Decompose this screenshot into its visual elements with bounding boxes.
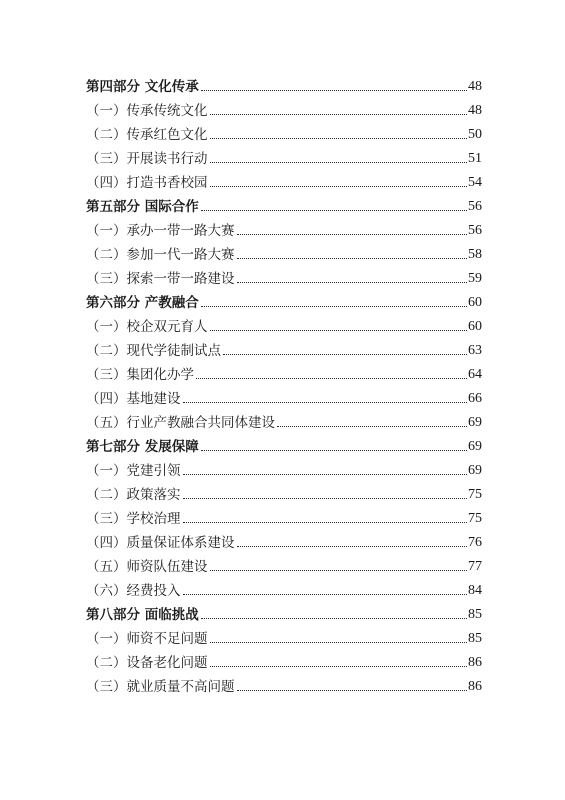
toc-page-number: 48 (468, 103, 482, 118)
toc-entry-label: （一）师资不足问题 (86, 631, 208, 647)
toc-leader-dots (210, 138, 468, 139)
toc-page-number: 85 (468, 631, 482, 646)
toc-entry-label: （五）师资队伍建设 (86, 559, 208, 575)
toc-entry[interactable] (86, 623, 482, 647)
toc-entry[interactable] (86, 239, 482, 263)
toc-entry-label: （一）校企双元育人 (86, 319, 208, 335)
toc-leader-dots (210, 666, 468, 667)
toc-entry-label: （二）设备老化问题 (86, 655, 208, 671)
toc-page-number: 50 (468, 127, 482, 142)
toc-leader-dots (196, 378, 467, 379)
toc-part-heading[interactable] (86, 599, 482, 623)
toc-entry[interactable] (86, 671, 482, 695)
toc-leader-dots (210, 642, 468, 643)
toc-leader-dots (210, 114, 468, 115)
toc-leader-dots (183, 498, 468, 499)
toc-leader-dots (210, 162, 468, 163)
toc-entry-label: （二）参加一代一路大赛 (86, 247, 235, 263)
toc-entry[interactable] (86, 359, 482, 383)
toc-page-number: 60 (468, 295, 482, 310)
toc-entry[interactable] (86, 647, 482, 671)
toc-page-number: 75 (468, 511, 482, 526)
toc-entry[interactable] (86, 575, 482, 599)
toc-leader-dots (237, 690, 468, 691)
toc-leader-dots (201, 450, 467, 451)
toc-entry[interactable] (86, 119, 482, 143)
toc-page-number: 84 (468, 583, 482, 598)
toc-entry-label: （三）开展读书行动 (86, 151, 208, 167)
toc-leader-dots (183, 402, 468, 403)
toc-leader-dots (183, 474, 468, 475)
toc-leader-dots (223, 354, 467, 355)
toc-leader-dots (237, 234, 468, 235)
toc-leader-dots (237, 546, 468, 547)
toc-entry[interactable] (86, 263, 482, 287)
toc-page-number: 48 (468, 79, 482, 94)
toc-entry-label: 第七部分 发展保障 (86, 439, 199, 455)
toc-leader-dots (183, 594, 468, 595)
toc-page-number: 51 (468, 151, 482, 166)
toc-entry[interactable] (86, 335, 482, 359)
toc-page-number: 85 (468, 607, 482, 622)
toc-page-number: 86 (468, 655, 482, 670)
toc-page-number: 75 (468, 487, 482, 502)
toc-leader-dots (210, 186, 468, 187)
toc-page-number: 69 (468, 415, 482, 430)
toc-entry[interactable] (86, 215, 482, 239)
toc-entry-label: 第五部分 国际合作 (86, 199, 199, 215)
toc-part-heading[interactable] (86, 191, 482, 215)
toc-entry-label: （二）现代学徒制试点 (86, 343, 221, 359)
toc-entry[interactable] (86, 479, 482, 503)
toc-page-number: 69 (468, 463, 482, 478)
toc-entry-label: （二）传承红色文化 (86, 127, 208, 143)
toc-entry[interactable] (86, 503, 482, 527)
toc-part-heading[interactable] (86, 431, 482, 455)
toc-page-number: 56 (468, 223, 482, 238)
toc-leader-dots (277, 426, 467, 427)
toc-page-number: 66 (468, 391, 482, 406)
toc-entry[interactable] (86, 311, 482, 335)
toc-page-number: 59 (468, 271, 482, 286)
toc-entry-label: （四）质量保证体系建设 (86, 535, 235, 551)
toc-entry-label: （四）基地建设 (86, 391, 181, 407)
toc-page-number: 77 (468, 559, 482, 574)
toc-entry-label: （五）行业产教融合共同体建设 (86, 415, 275, 431)
toc-entry-label: （一）承办一带一路大赛 (86, 223, 235, 239)
toc-entry-label: （一）传承传统文化 (86, 103, 208, 119)
toc-entry-label: （三）就业质量不高问题 (86, 679, 235, 695)
toc-leader-dots (201, 210, 467, 211)
toc-part-heading[interactable] (86, 71, 482, 95)
toc-entry[interactable] (86, 143, 482, 167)
toc-page-number: 58 (468, 247, 482, 262)
toc-page-number: 69 (468, 439, 482, 454)
toc-part-heading[interactable] (86, 287, 482, 311)
toc-entry-label: （二）政策落实 (86, 487, 181, 503)
toc-page-number: 86 (468, 679, 482, 694)
toc-leader-dots (237, 258, 468, 259)
toc-leader-dots (201, 306, 467, 307)
toc-entry[interactable] (86, 407, 482, 431)
toc-entry-label: （四）打造书香校园 (86, 175, 208, 191)
toc-entry-label: （三）探索一带一路建设 (86, 271, 235, 287)
toc-entry-label: （一）党建引领 (86, 463, 181, 479)
toc-entry-label: （六）经费投入 (86, 583, 181, 599)
toc-entry-label: （三）集团化办学 (86, 367, 194, 383)
toc-page-number: 76 (468, 535, 482, 550)
toc-entry-label: （三）学校治理 (86, 511, 181, 527)
toc-page-number: 60 (468, 319, 482, 334)
toc-entry[interactable] (86, 383, 482, 407)
toc-leader-dots (183, 522, 468, 523)
toc-entry[interactable] (86, 455, 482, 479)
toc-leader-dots (237, 282, 468, 283)
toc-entry[interactable] (86, 551, 482, 575)
toc-page-number: 63 (468, 343, 482, 358)
toc-leader-dots (201, 90, 467, 91)
toc-leader-dots (201, 618, 467, 619)
toc-page-number: 56 (468, 199, 482, 214)
toc-leader-dots (210, 330, 468, 331)
toc-entry[interactable] (86, 167, 482, 191)
toc-page-number: 64 (468, 367, 482, 382)
toc-entry[interactable] (86, 95, 482, 119)
table-of-contents (86, 71, 482, 695)
toc-leader-dots (210, 570, 468, 571)
toc-page-number: 54 (468, 175, 482, 190)
toc-entry[interactable] (86, 527, 482, 551)
toc-entry-label: 第八部分 面临挑战 (86, 607, 199, 623)
toc-entry-label: 第六部分 产教融合 (86, 295, 199, 311)
toc-entry-label: 第四部分 文化传承 (86, 79, 199, 95)
